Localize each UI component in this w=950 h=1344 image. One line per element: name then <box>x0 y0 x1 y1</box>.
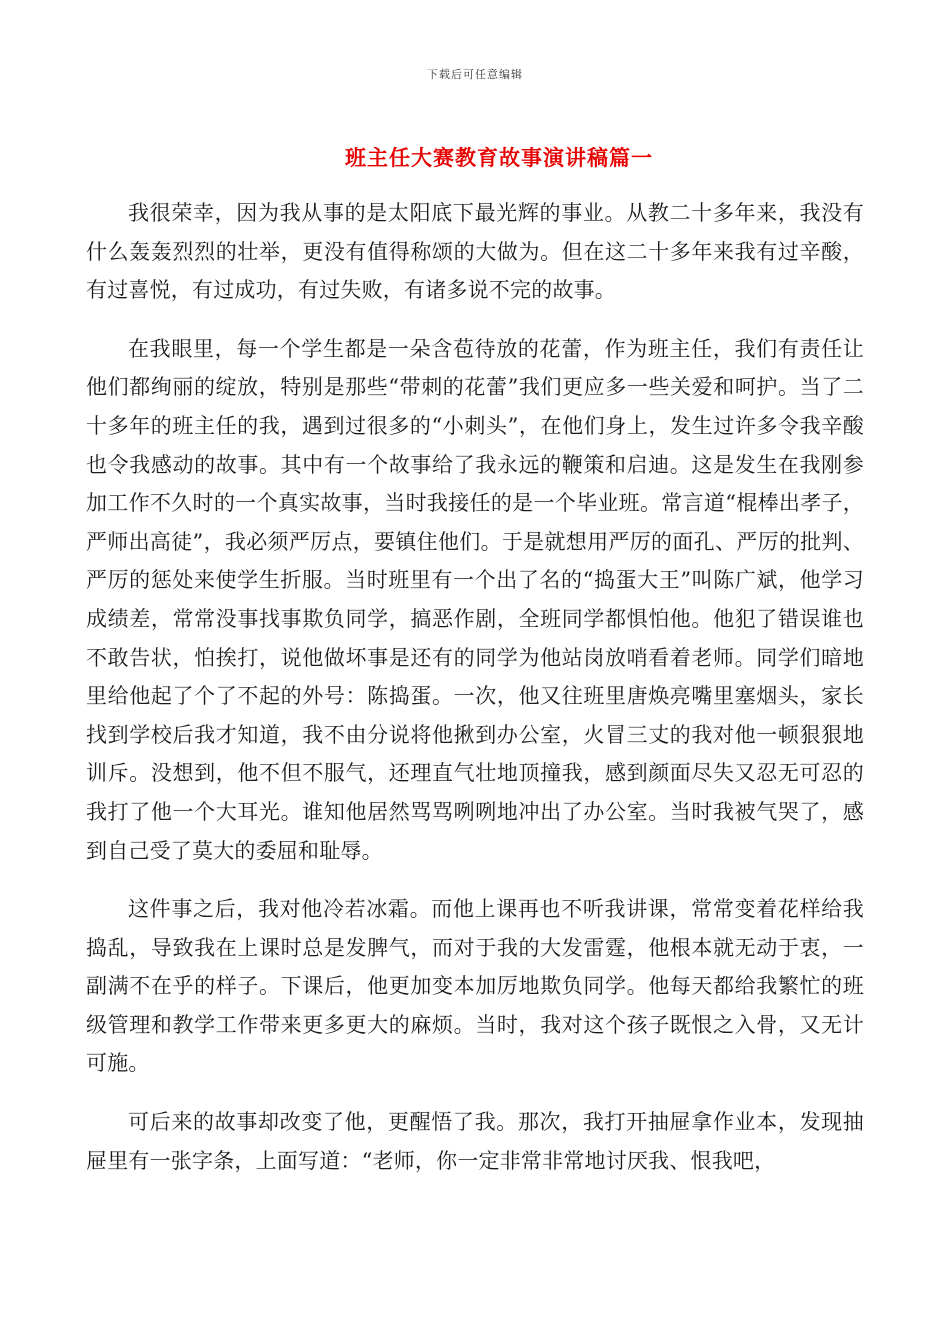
document-body <box>86 194 864 1200</box>
document-title: 班主任大赛教育故事演讲稿篇一 <box>345 145 653 170</box>
paragraph: 这件事之后，我对他冷若冰霜。而他上课再也不听我讲课，常常变着花样给我捣乱，导致我在上课时总是发脾气，而对于我的大发雷霆，他根本就无动于衷，一副满不在乎的样子。下课后，他更加变本加厉地欺负同学。他每天都给我繁忙的班级管理和教学工作带来更多更大的麻烦。当时，我对这个孩子既恨之入骨，又无计可施。 <box>86 897 864 1076</box>
header-note: 下载后可任意编辑 <box>427 68 523 81</box>
paragraph: 可后来的故事却改变了他，更醒悟了我。那次，我打开抽屉拿作业本，发现抽屉里有一张字条，上面写道：“老师，你一定非常非常地讨厌我、恨我吧， <box>86 1110 864 1173</box>
paragraph: 在我眼里，每一个学生都是一朵含苞待放的花蕾，作为班主任，我们有责任让他们都绚丽的绽放，特别是那些“带刺的花蕾”我们更应多一些关爱和呵护。当了二十多年的班主任的我，遇到过很多的“小刺头”，在他们身上，发生过许多令我辛酸也令我感动的故事。其中有一个故事给了我永远的鞭策和启迪。这是发生在我刚参加工作不久时的一个真实故事，当时我接任的是一个毕业班。常言道“棍棒出孝子，严师出高徒”，我必须严厉点，要镇住他们。于是就想用严厉的面孔、严厉的批判、严厉的惩处来使学生折服。当时班里有一个出了名的“捣蛋大王”叫陈广斌，他学习成绩差，常常没事找事欺负同学，搞恶作剧，全班同学都惧怕他。他犯了错误谁也不敢告状，怕挨打，说他做坏事是还有的同学为他站岗放哨看着老师。同学们暗地里给他起了个了不起的外号：陈捣蛋。一次，他又往班里唐焕亮嘴里塞烟头，家长找到学校后我才知道，我不由分说将他揪到办公室，火冒三丈的我对他一顿狠狠地训斥。没想到，他不但不服气，还理直气壮地顶撞我，感到颜面尽失又忍无可忍的我打了他一个大耳光。谁知他居然骂骂咧咧地冲出了办公室。当时我被气哭了，感到自己受了莫大的委屈和耻辱。 <box>86 336 864 863</box>
paragraph: 我很荣幸，因为我从事的是太阳底下最光辉的事业。从教二十多年来，我没有什么轰轰烈烈的壮举，更没有值得称颂的大做为。但在这二十多年来我有过辛酸，有过喜悦，有过成功，有过失败，有诸多说不完的故事。 <box>86 201 864 303</box>
